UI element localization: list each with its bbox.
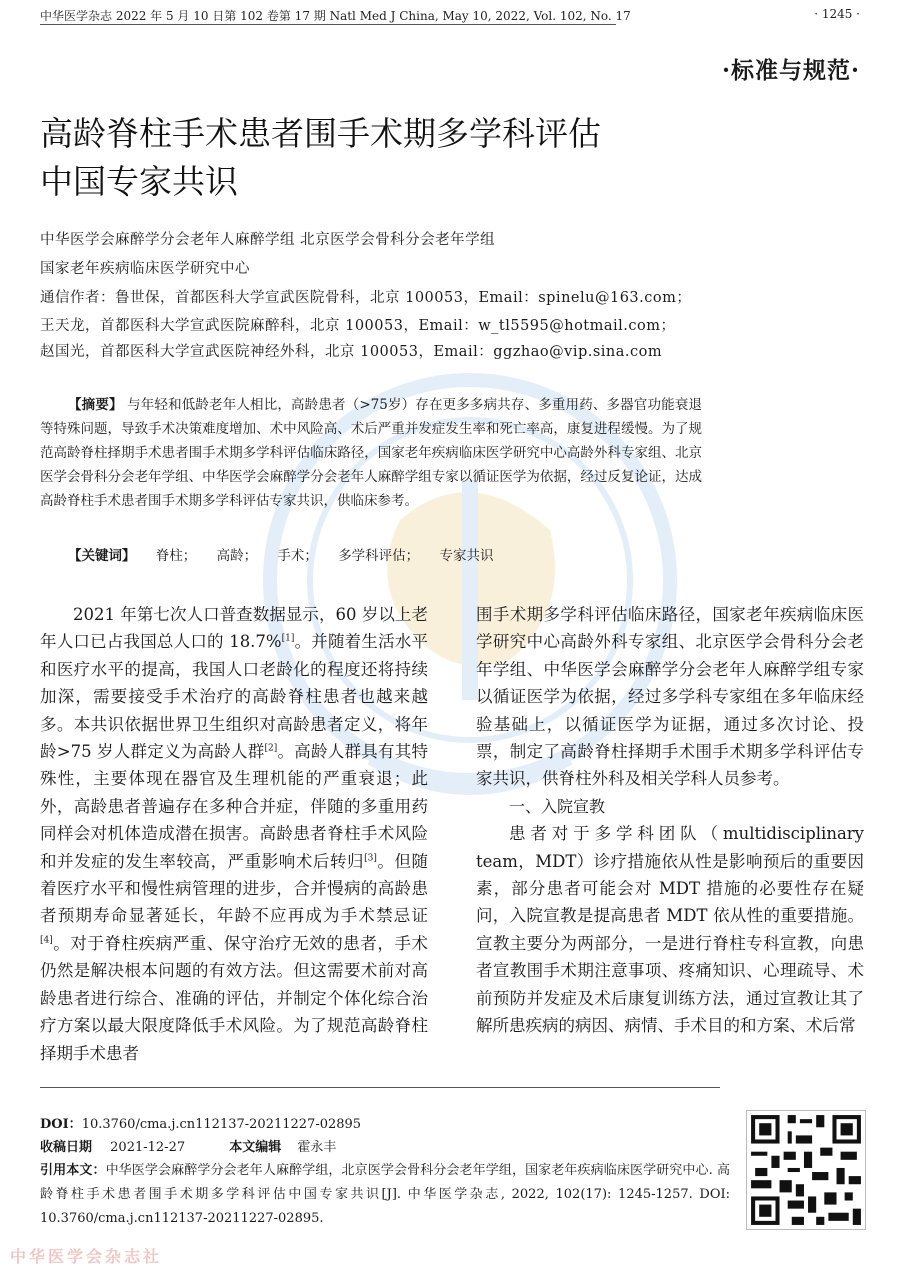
keyword: 多学科评估； xyxy=(338,548,420,564)
intro-paragraph: 2021 年第七次人口普查数据显示，60 岁以上老年人口已占我国总人口的 18.7%[1]。并随着生活水平和医疗水平的提高，我国人口老龄化的程度还将持续加深，需要接受手术治疗的高龄脊柱患者也越来越多。本共识依据世界卫生组织对高龄患者定义，将年龄>75 岁人群定义为高龄人群[2]。高龄人群具有其特殊性，主要体现在器官及生理机能的严重衰退；此外，高龄患者普遍存在多种合并症，伴随的多重用药同样会对机体造成潜在损害。高龄患者脊柱手术风险和并发症的发生率较高，严重影响术后转归[3]。但随着医疗水平和慢性病管理的进步，合并慢病的高龄患者预期寿命显著延长，年龄不应再成为手术禁忌证[4]。对于脊柱疾病严重、保守治疗无效的患者，手术仍然是解决根本问题的有效方法。但这需要术前对高龄患者进行综合、准确的评估，并制定个体化综合治疗方案以最大限度降低手术风险。为了规范高龄脊柱择期手术患者 xyxy=(40,605,429,1063)
keyword: 手术； xyxy=(277,548,318,564)
corresponding-author-3: 赵国光，首都医科大学宣武医院神经外科，北京 100053，Email：ggzhao@vip.sina.com xyxy=(40,344,663,360)
citation-block xyxy=(40,1159,730,1231)
article-title xyxy=(40,110,800,206)
keywords-label: 【关键词】 xyxy=(68,548,136,564)
abstract-text: 与年轻和低龄老年人相比，高龄患者（>75岁）存在更多多病共存、多重用药、多器官功能衰退等特殊问题，导致手术决策难度增加、术中风险高、术后严重并发症发生率和死亡率高，康复进程缓慢。为了规范高龄脊柱择期手术患者围手术期多学科评估临床路径，国家老年疾病临床医学研究中心高龄外科专家组、北京医学会骨科分会老年学组、中华医学会麻醉学分会老年人麻醉学组专家以循证医学为依据，经过反复论证，达成高龄脊柱手术患者围手术期多学科评估专家共识，供临床参考。 xyxy=(40,397,702,509)
doi-label: DOI： xyxy=(40,1117,82,1132)
citation-4: [4] xyxy=(40,935,53,946)
page-number: · 1245 · xyxy=(814,7,860,21)
keyword: 脊柱； xyxy=(155,548,197,564)
body-column-right xyxy=(476,601,864,1040)
author-groups: 中华医学会麻醉学分会老年人麻醉学组 北京医学会骨科分会老年学组 xyxy=(40,232,496,248)
keywords xyxy=(68,544,493,568)
corresponding-author-1: 通信作者：鲁世保，首都医科大学宣武医院骨科，北京 100053，Email：spinelu@163.com； xyxy=(40,290,692,306)
citation-1: [1] xyxy=(281,633,295,644)
editor-name: 霍永丰 xyxy=(297,1140,337,1155)
received-line xyxy=(40,1137,336,1159)
keyword: 高龄； xyxy=(216,548,258,564)
admission-education-paragraph: 患者对于多学科团队（multidisciplinary team，MDT）诊疗措施依从性是影响预后的重要因素，部分患者可能会对 MDT 措施的必要性存在疑问，入院宣教是提高患者 MDT 依从性的重要措施。宣教主要分为两部分，一是进行脊柱专科宣教，向患者宣教围手术期注意事项、疼痛知识、心理疏导、术前预防并发症及术后康复训练方法，通过宣教让其了解所患疾病的病因、病情、手术目的和方案、术后常 xyxy=(476,824,864,1036)
received-label: 收稿日期 xyxy=(40,1140,93,1155)
citation-text: 中华医学会麻醉学分会老年人麻醉学组，北京医学会骨科分会老年学组，国家老年疾病临床医学研究中心. 高龄脊柱手术患者围手术期多学科评估中国专家共识[J]. 中华医学杂志, 2022, 102(17): 1245-1257. DOI: 10.3760/cma.j.cn112137-20211227-02895. xyxy=(40,1163,730,1226)
title-line-1: 高龄脊柱手术患者围手术期多学科评估 xyxy=(40,114,601,153)
received-date: 2021-12-27 xyxy=(110,1140,186,1155)
abstract-label: 【摘要】 xyxy=(68,397,123,413)
citation-3: [3] xyxy=(364,853,377,864)
intro-paragraph-continued: 围手术期多学科评估临床路径，国家老年疾病临床医学研究中心高龄外科专家组、北京医学会骨科分会老年学组、中华医学会麻醉学分会老年人麻醉学组专家以循证医学为依据，经过多学科专家组在多年临床经验基础上，以循证医学为证据，通过多次讨论、投票，制定了高龄脊柱择期手术围手术期多学科评估专家共识，供脊柱外科及相关学科人员参考。 xyxy=(476,605,864,789)
title-line-2: 中国专家共识 xyxy=(40,162,238,201)
qr-code-icon[interactable] xyxy=(746,1110,866,1230)
author-center: 国家老年疾病临床医学研究中心 xyxy=(40,261,250,277)
footer-divider xyxy=(40,1087,720,1088)
running-head: 中华医学杂志 2022 年 5 月 10 日第 102 卷第 17 期 Natl Med J China, May 10, 2022, Vol. 102, No. 17 xyxy=(40,9,631,23)
citation-label: 引用本文： xyxy=(40,1163,106,1178)
doi-line xyxy=(40,1114,361,1136)
section-label: ·标准与规范· xyxy=(721,57,860,84)
editor-label: 本文编辑 xyxy=(229,1140,282,1155)
abstract xyxy=(40,393,702,513)
body-column-left xyxy=(40,601,428,1067)
keyword: 专家共识 xyxy=(439,548,494,564)
doi-value[interactable]: 10.3760/cma.j.cn112137-20211227-02895 xyxy=(81,1117,362,1132)
corresponding-author-2: 王天龙，首都医科大学宣武医院麻醉科，北京 100053，Email：w_tl5595@hotmail.com； xyxy=(40,318,676,334)
header-divider xyxy=(40,24,616,25)
publisher-logo-mark: 中华医学会杂志社 xyxy=(10,1247,163,1266)
citation-2: [2] xyxy=(264,743,278,754)
section-heading-admission-education: 一、入院宣教 xyxy=(509,796,606,816)
